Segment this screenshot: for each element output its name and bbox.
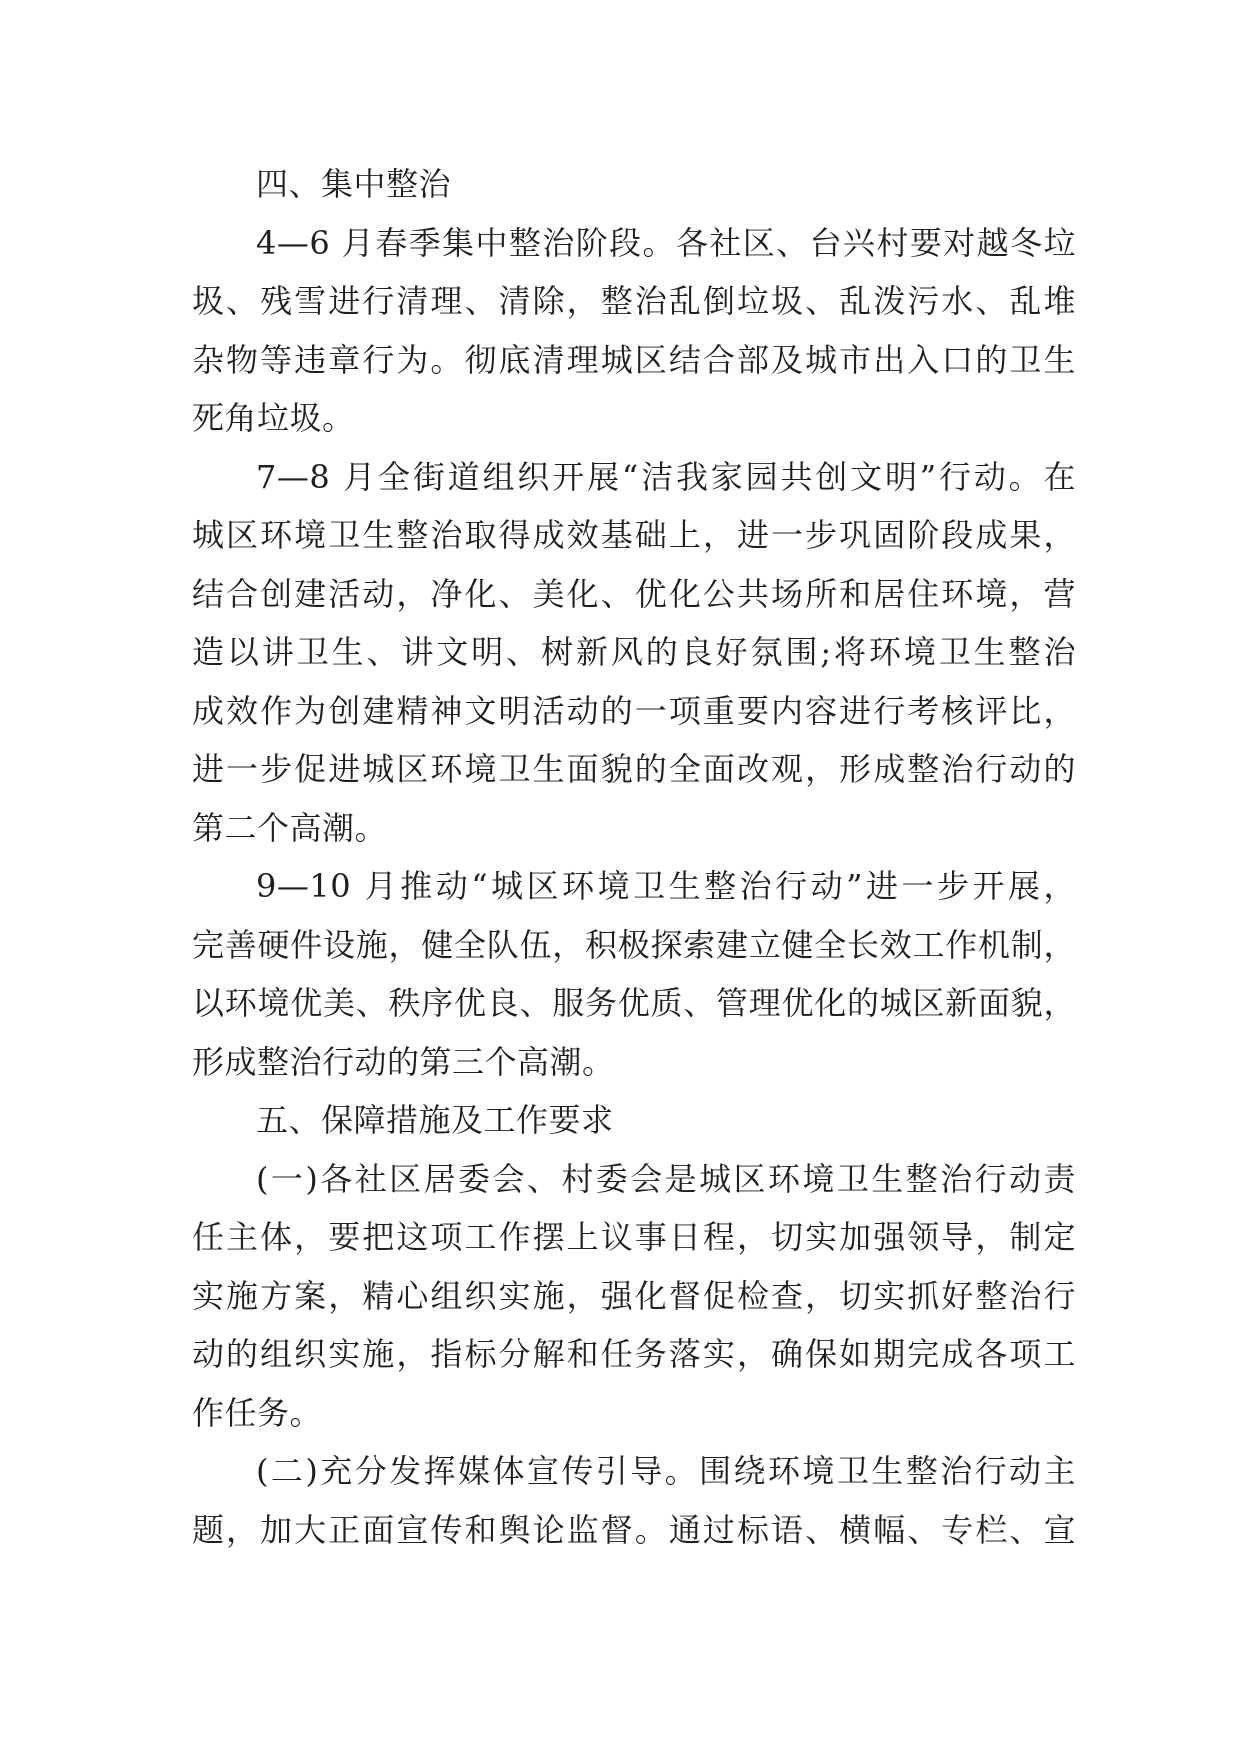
text-line: 4—6 月春季集中整治阶段。各社区、台兴村要对越冬垃 [256,223,1076,262]
text-line: 死角垃圾。 [192,399,355,437]
text-line: 第二个高潮。 [192,808,388,847]
paragraph-section-heading-5 [192,1091,1076,1150]
text-line: 9—10 月推动“城区环境卫生整治行动”进一步开展， [256,867,1076,905]
text-line: 圾、残雪进行清理、清除，整治乱倒垃圾、乱泼污水、乱堆 [192,282,1076,320]
text-line: 城区环境卫生整治取得成效基础上，进一步巩固阶段成果， [192,516,1076,554]
text-line: 结合创建活动，净化、美化、优化公共场所和居住环境，营 [192,574,1076,613]
text-line: 进一步促进城区环境卫生面貌的全面改观，形成整治行动的 [192,750,1076,788]
paragraph [192,448,1076,858]
text-line: (二)充分发挥媒体宣传引导。围绕环境卫生整治行动主 [256,1452,1076,1490]
text-line: 杂物等违章行为。彻底清理城区结合部及城市出入口的卫生 [192,340,1076,379]
text-line: 完善硬件设施，健全队伍，积极探索建立健全长效工作机制， [192,925,1076,964]
text-line: 形成整治行动的第三个高潮。 [192,1042,615,1081]
section-heading: 四、集中整治 [256,165,452,203]
document-body [192,155,1076,1559]
text-line: 造以讲卫生、讲文明、树新风的良好氛围;将环境卫生整治 [192,633,1076,671]
text-line: 实施方案，精心组织实施，强化督促检查，切实抓好整治行 [192,1276,1076,1315]
paragraph [192,1442,1076,1559]
text-line: 动的组织实施，指标分解和任务落实，确保如期完成各项工 [192,1335,1076,1373]
text-line: 作任务。 [192,1393,323,1432]
text-line: 题，加大正面宣传和舆论监督。通过标语、横幅、专栏、宣 [192,1510,1076,1549]
text-line: 以环境优美、秩序优良、服务优质、管理优化的城区新面貌， [192,984,1076,1022]
paragraph [192,1150,1076,1443]
paragraph [192,214,1076,448]
paragraph-section-heading-4 [192,155,1076,214]
text-line: 任主体，要把这项工作摆上议事日程，切实加强领导，制定 [192,1218,1076,1256]
paragraph [192,857,1076,1091]
section-heading: 五、保障措施及工作要求 [256,1101,614,1139]
text-line: 成效作为创建精神文明活动的一项重要内容进行考核评比， [192,691,1076,730]
text-line: 7—8 月全街道组织开展“洁我家园共创文明”行动。在 [256,457,1076,496]
text-line: (一)各社区居委会、村委会是城区环境卫生整治行动责 [256,1159,1076,1198]
